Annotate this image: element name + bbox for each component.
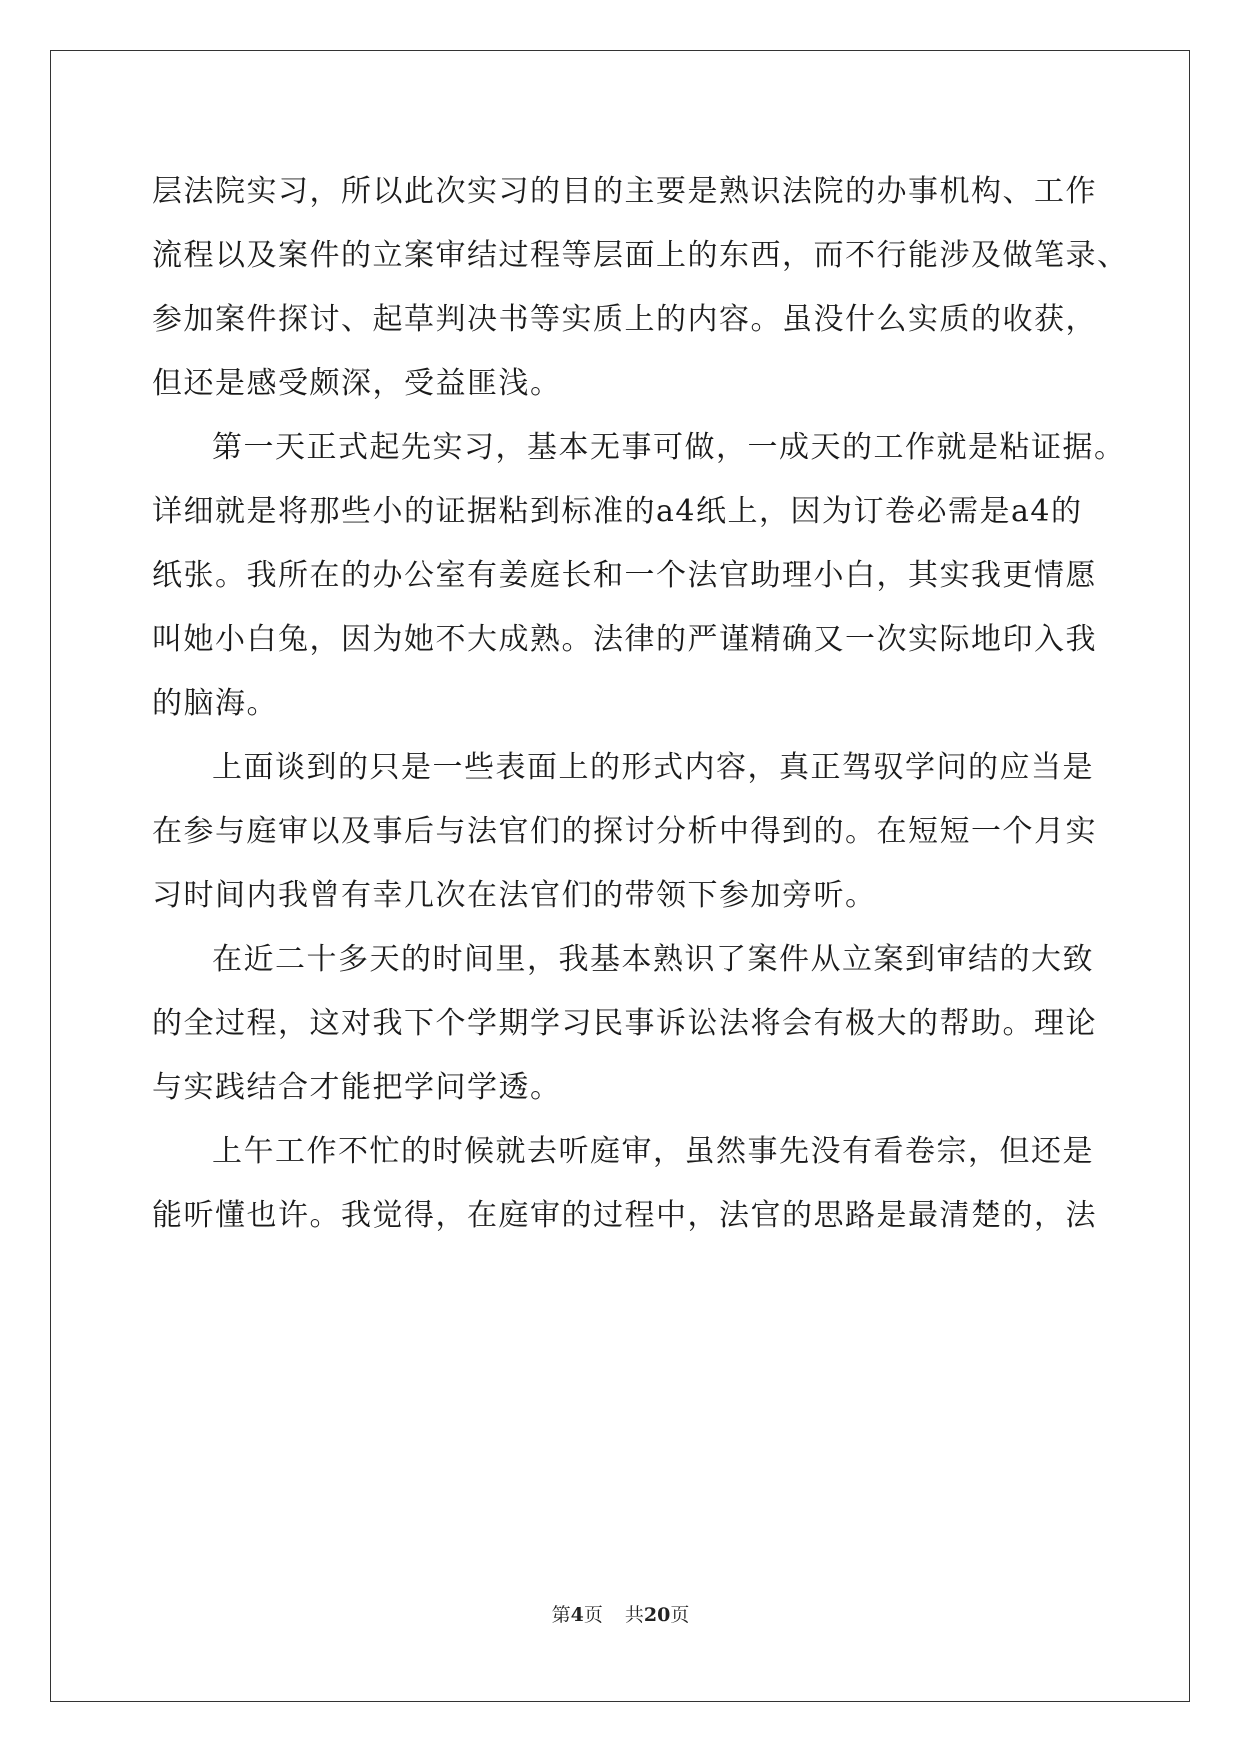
- text-line: 叫她小白兔，因为她不大成熟。法律的严谨精确又一次实际地印入我: [152, 622, 1097, 657]
- page-footer: [0, 1603, 1241, 1627]
- text-line: 参加案件探讨、起草判决书等实质上的内容。虽没什么实质的收获，: [152, 302, 1097, 337]
- text-line: 流程以及案件的立案审结过程等层面上的东西，而不行能涉及做笔录、: [152, 238, 1129, 273]
- text-line: 层法院实习，所以此次实习的目的主要是熟识法院的办事机构、工作: [152, 174, 1097, 209]
- text-line: 习时间内我曾有幸几次在法官们的带领下参加旁听。: [152, 878, 877, 913]
- text-line: 纸张。我所在的办公室有姜庭长和一个法官助理小白，其实我更情愿: [152, 558, 1097, 593]
- text-line: 上面谈到的只是一些表面上的形式内容，真正驾驭学问的应当是: [212, 750, 1094, 785]
- text-line: 在参与庭审以及事后与法官们的探讨分析中得到的。在短短一个月实: [152, 814, 1097, 849]
- total-pages: 20: [643, 1604, 671, 1626]
- text-line: 但还是感受颇深，受益匪浅。: [152, 366, 562, 401]
- text-line: 能听懂也许。我觉得，在庭审的过程中，法官的思路是最清楚的，法: [152, 1198, 1097, 1233]
- text-line: 在近二十多天的时间里，我基本熟识了案件从立案到审结的大致: [212, 942, 1094, 977]
- document-body: [152, 160, 1129, 1248]
- text-line: 第一天正式起先实习，基本无事可做，一成天的工作就是粘证据。: [212, 430, 1126, 465]
- total-suffix: 页: [670, 1604, 690, 1626]
- page-prefix: 第: [551, 1604, 571, 1626]
- text-line: 与实践结合才能把学问学透。: [152, 1070, 562, 1105]
- text-line: 详细就是将那些小的证据粘到标准的a4纸上，因为订卷必需是a4的: [152, 494, 1083, 529]
- text-line: 的脑海。: [152, 686, 278, 721]
- page-suffix: 页: [583, 1604, 603, 1626]
- total-prefix: 共: [624, 1604, 644, 1626]
- page-number: 4: [570, 1604, 584, 1626]
- text-line: 上午工作不忙的时候就去听庭审，虽然事先没有看卷宗，但还是: [212, 1134, 1094, 1169]
- text-line: 的全过程，这对我下个学期学习民事诉讼法将会有极大的帮助。理论: [152, 1006, 1097, 1041]
